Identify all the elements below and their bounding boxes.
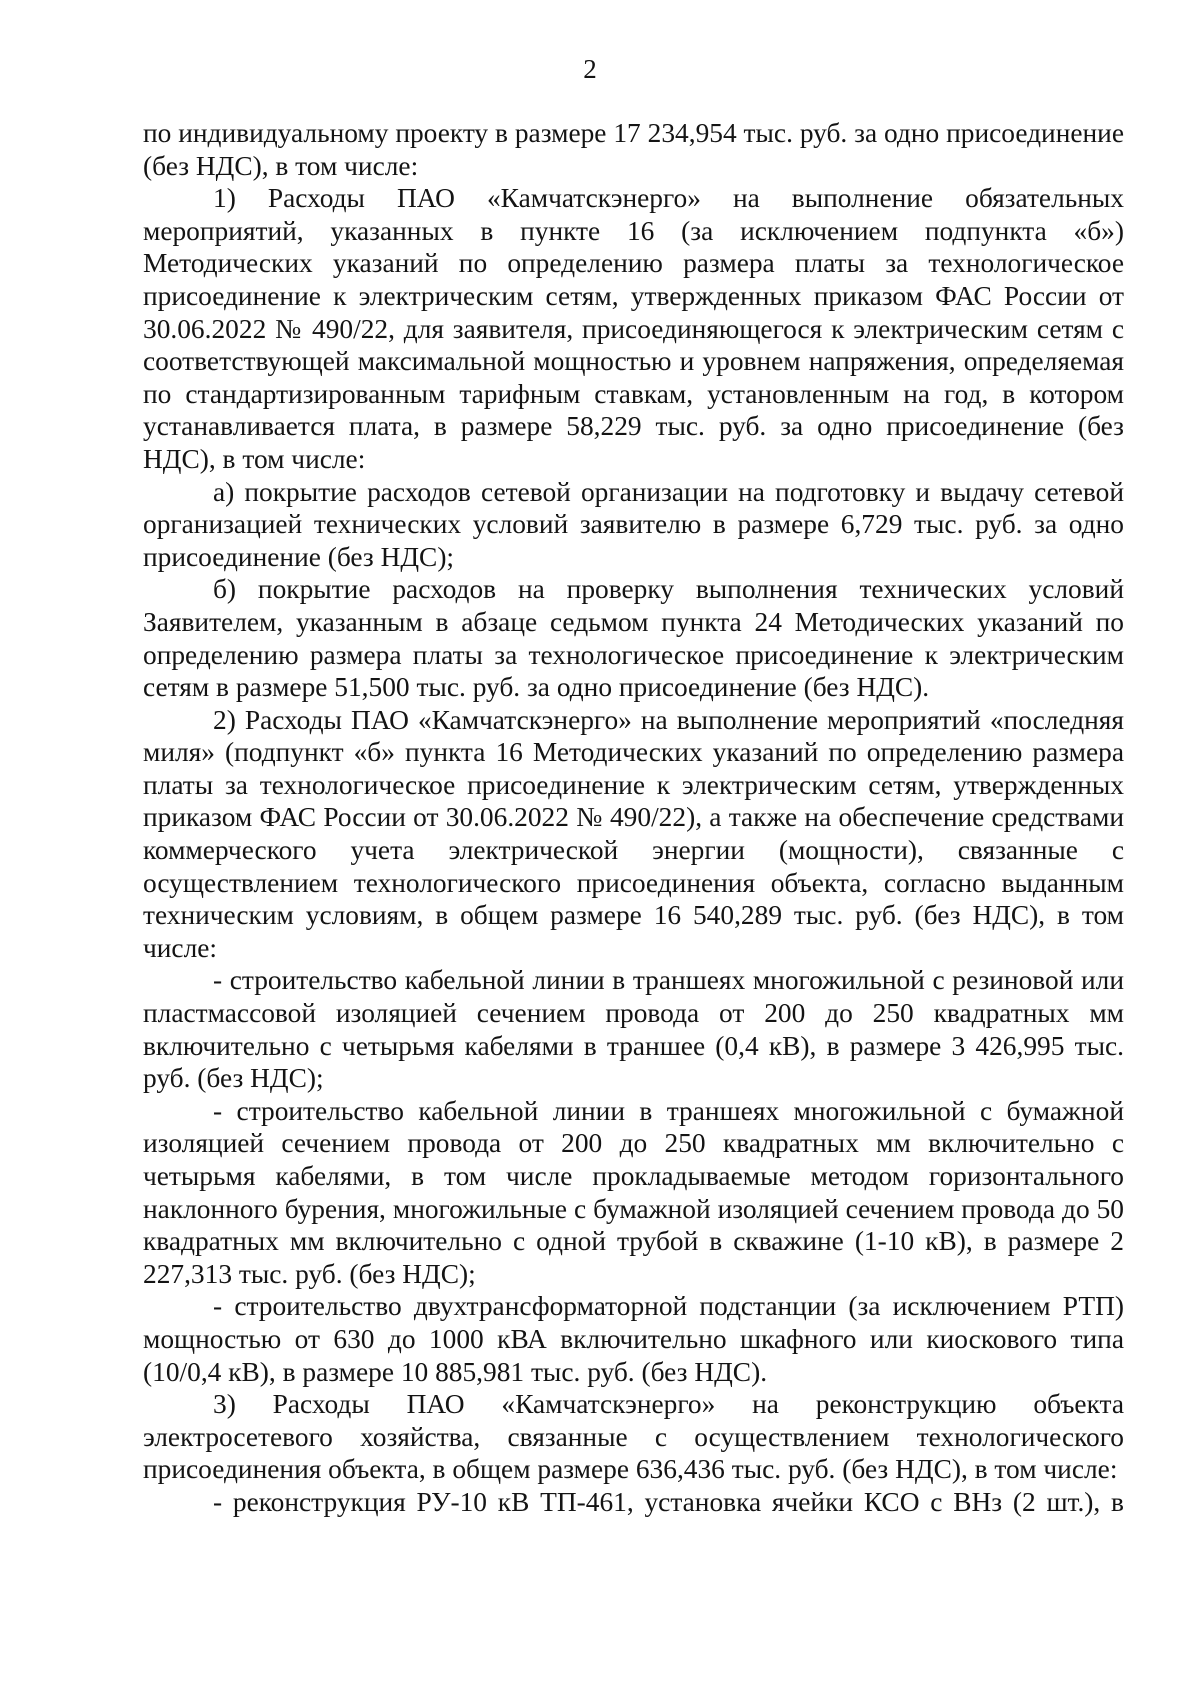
paragraph: по индивидуальному проекту в размере 17 234,954 тыс. руб. за одно присоединение (без НДС), в том числе: bbox=[143, 118, 1124, 181]
document-body bbox=[143, 117, 1124, 1519]
paragraph: б) покрытие расходов на проверку выполнения технических условий Заявителем, указанным в абзаце седьмом пункта 24 Методических указаний по определению размера платы за технологическое присоединение к электрическим сетям в размере 51,500 тыс. руб. за одно присоединение (без НДС). bbox=[143, 574, 1124, 703]
paragraph: - строительство кабельной линии в траншеях многожильной с бумажной изоляцией сечением провода от 200 до 250 квадратных мм включительно с четырьмя кабелями, в том числе прокладываемые методом горизонтального наклонного бурения, многожильные с бумажной изоляцией сечением провода до 50 квадратных мм включительно с одной трубой в скважине (1-10 кВ), в размере 2 227,313 тыс. руб. (без НДС); bbox=[143, 1095, 1124, 1289]
paragraph: - строительство двухтрансформаторной подстанции (за исключением РТП) мощностью от 630 до 1000 кВА включительно шкафного или киоскового типа (10/0,4 кВ), в размере 10 885,981 тыс. руб. (без НДС). bbox=[143, 1291, 1124, 1387]
paragraph: 1) Расходы ПАО «Камчатскэнерго» на выполнение обязательных мероприятий, указанных в пункте 16 (за исключением подпункта «б») Методических указаний по определению размера платы за технологическое присоединение к электрическим сетям, утвержденных приказом ФАС России от 30.06.2022 № 490/22, для заявителя, присоединяющегося к электрическим сетям с соответствующей максимальной мощностью и уровнем напряжения, определяемая по стандартизированным тарифным ставкам, установленным на год, в котором устанавливается плата, в размере 58,229 тыс. руб. за одно присоединение (без НДС), в том числе: bbox=[143, 183, 1124, 474]
paragraph: 3) Расходы ПАО «Камчатскэнерго» на реконструкцию объекта электросетевого хозяйства, связанные с осуществлением технологического присоединения объекта, в общем размере 636,436 тыс. руб. (без НДС), в том числе: bbox=[143, 1389, 1124, 1485]
page-number: 2 bbox=[583, 54, 597, 84]
paragraph: - строительство кабельной линии в траншеях многожильной с резиновой или пластмассовой изоляцией сечением провода от 200 до 250 квадратных мм включительно с четырьмя кабелями в траншее (0,4 кВ), в размере 3 426,995 тыс. руб. (без НДС); bbox=[143, 965, 1124, 1094]
paragraph: а) покрытие расходов сетевой организации на подготовку и выдачу сетевой организацией технических условий заявителю в размере 6,729 тыс. руб. за одно присоединение (без НДС); bbox=[143, 476, 1124, 572]
paragraph: 2) Расходы ПАО «Камчатскэнерго» на выполнение мероприятий «последняя миля» (подпункт «б» пункта 16 Методических указаний по определению размера платы за технологическое присоединение к электрическим сетям, утвержденных приказом ФАС России от 30.06.2022 № 490/22), а также на обеспечение средствами коммерческого учета электрической энергии (мощности), связанные с осуществлением технологического присоединения объекта, согласно выданным техническим условиям, в общем размере 16 540,289 тыс. руб. (без НДС), в том числе: bbox=[143, 704, 1124, 963]
paragraph: - реконструкция РУ-10 кВ ТП-461, установка ячейки КСО с ВНз (2 шт.), в bbox=[213, 1486, 1124, 1517]
